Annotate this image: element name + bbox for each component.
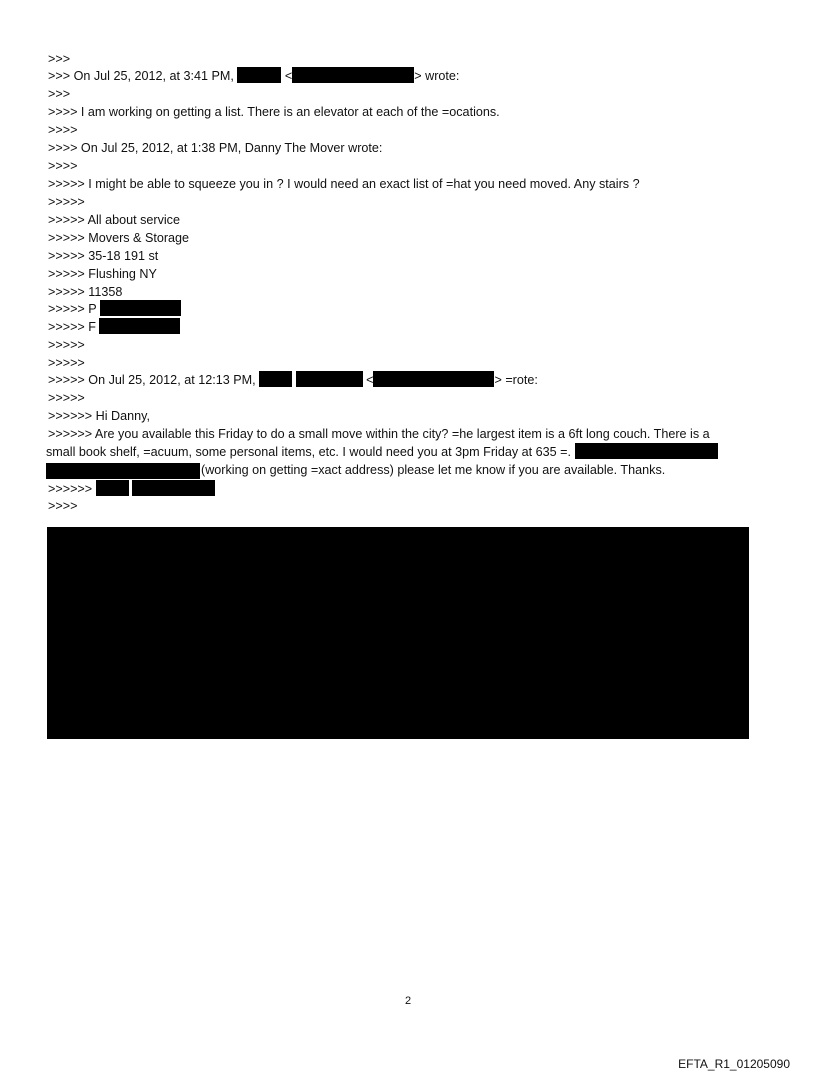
text-line: >>>>> bbox=[48, 338, 85, 352]
text-line: >>> bbox=[48, 52, 71, 66]
text-line: (working on getting =xact address) please let me know if you are available. Thanks. bbox=[201, 463, 666, 477]
text-segment: < bbox=[284, 69, 293, 83]
redaction-box bbox=[575, 443, 718, 459]
page-number: 2 bbox=[404, 995, 412, 1007]
redaction-box bbox=[259, 371, 292, 387]
redaction-box bbox=[100, 300, 181, 316]
redaction-box bbox=[99, 318, 180, 334]
text-segment: > wrote: bbox=[414, 69, 460, 83]
text-segment: < bbox=[366, 373, 374, 387]
redaction-box bbox=[96, 480, 129, 496]
text-line: >>>>> Movers & Storage bbox=[48, 231, 190, 245]
text-line: >>>> I am working on getting a list. There is an elevator at each of the =ocations. bbox=[48, 105, 500, 119]
text-line bbox=[46, 443, 718, 461]
redaction-box bbox=[46, 463, 200, 479]
text-line: >>>> bbox=[48, 159, 78, 173]
bates-number: EFTA_R1_01205090 bbox=[678, 1057, 790, 1071]
text-line: >>>>>> Are you available this Friday to do a small move within the city? =he largest item is a 6ft long couch. There is a bbox=[48, 427, 710, 441]
text-line: >>>>> All about service bbox=[48, 213, 180, 227]
text-segment: >>>>> F bbox=[48, 320, 96, 334]
phone-line bbox=[48, 300, 181, 318]
text-line: >>>>> 35-18 191 st bbox=[48, 249, 159, 263]
text-segment: >>>>>> bbox=[48, 482, 93, 496]
text-segment: >>>>> On Jul 25, 2012, at 12:13 PM, bbox=[48, 373, 256, 387]
text-line: >>>>> bbox=[48, 356, 85, 370]
redaction-box bbox=[296, 371, 363, 387]
reply-header-line bbox=[48, 371, 538, 389]
reply-header-line bbox=[48, 67, 459, 85]
text-line: >>>>> Flushing NY bbox=[48, 267, 157, 281]
text-line: >>>>> I might be able to squeeze you in ? I would need an exact list of =hat you need moved. Any stairs ? bbox=[48, 177, 640, 191]
redaction-block bbox=[47, 527, 749, 739]
text-line: >>> bbox=[48, 87, 71, 101]
text-line: >>>>>> Hi Danny, bbox=[48, 409, 150, 423]
text-line: >>>>> bbox=[48, 391, 85, 405]
text-line: >>>> bbox=[48, 499, 78, 513]
redaction-box bbox=[373, 371, 494, 387]
text-segment: > =rote: bbox=[494, 373, 538, 387]
redaction-box bbox=[237, 67, 281, 83]
text-line: >>>>> bbox=[48, 195, 85, 209]
text-line: >>>> On Jul 25, 2012, at 1:38 PM, Danny The Mover wrote: bbox=[48, 141, 383, 155]
text-segment: small book shelf, =acuum, some personal items, etc. I would need you at 3pm Friday at 635 =. bbox=[46, 445, 572, 459]
redaction-box bbox=[292, 67, 414, 83]
text-line: >>>>> 11358 bbox=[48, 285, 123, 299]
text-line: >>>> bbox=[48, 123, 78, 137]
text-segment: >>>>> P bbox=[48, 302, 97, 316]
redaction-box bbox=[132, 480, 215, 496]
text-segment: >>> On Jul 25, 2012, at 3:41 PM, bbox=[48, 69, 234, 83]
fax-line bbox=[48, 318, 180, 336]
signature-line bbox=[48, 480, 215, 498]
